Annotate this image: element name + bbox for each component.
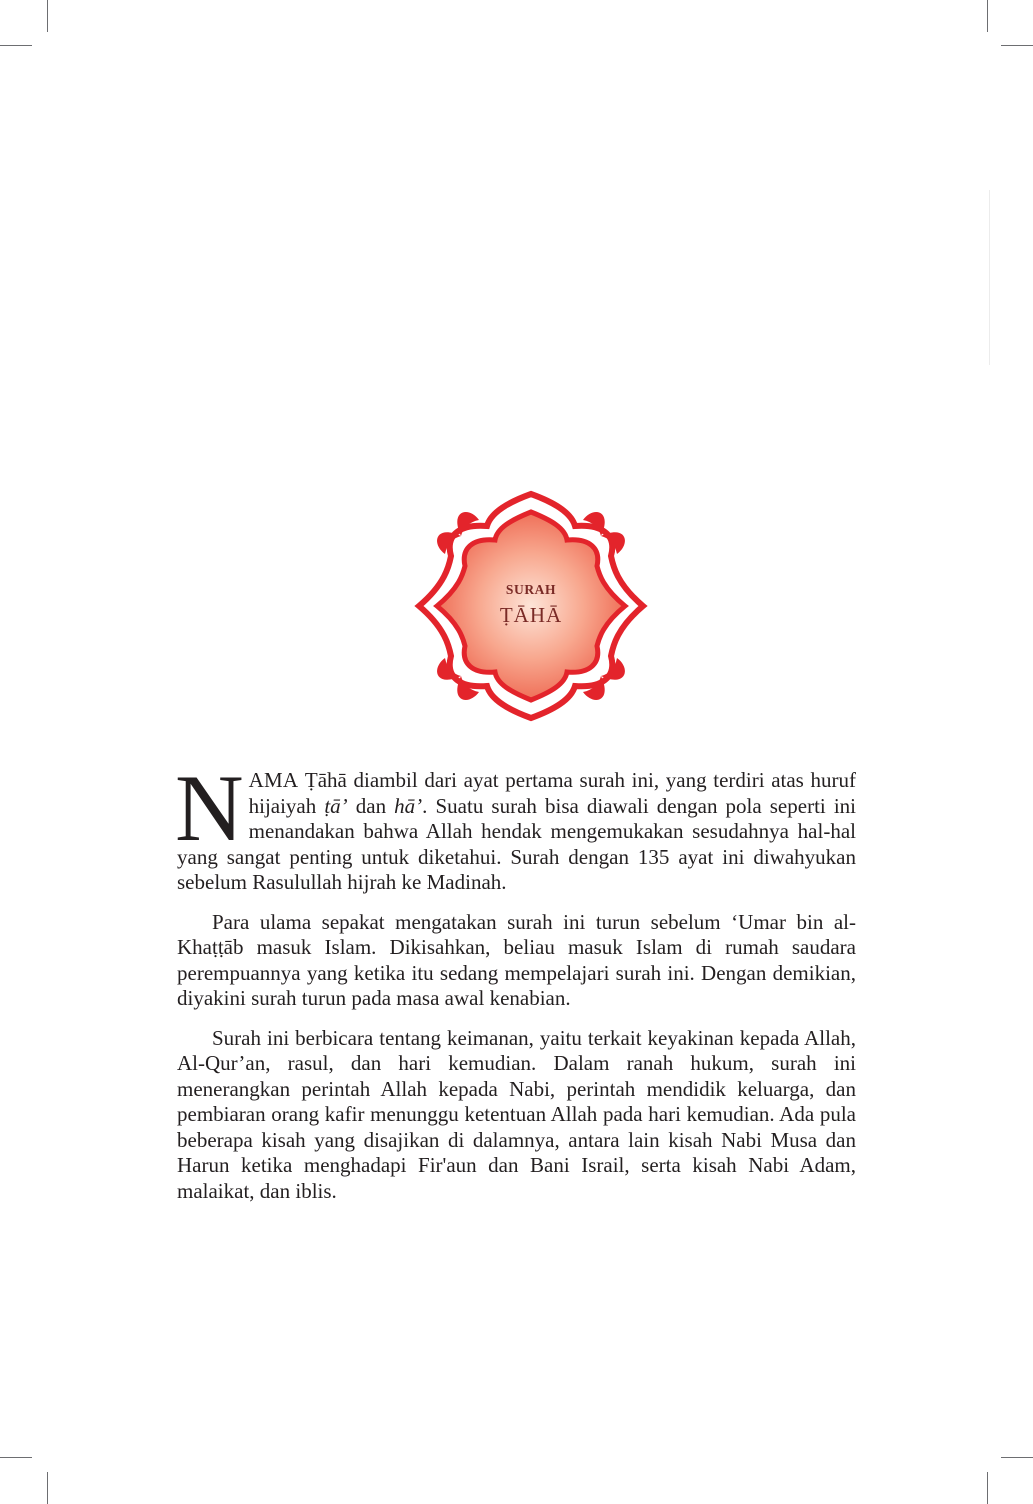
crop-mark-bottom-left-horizontal xyxy=(0,1457,32,1458)
crop-mark-top-right-horizontal xyxy=(1001,45,1033,46)
term-ta: ṭā’ xyxy=(324,793,348,818)
page-edge-line xyxy=(989,190,990,365)
crop-mark-bottom-right-horizontal xyxy=(1001,1457,1033,1458)
emblem-label: SURAH xyxy=(505,582,557,597)
crop-mark-top-left-vertical xyxy=(47,0,48,32)
surah-name: ṬĀHĀ xyxy=(499,603,563,627)
crop-mark-top-left-horizontal xyxy=(0,45,32,46)
paragraph-1-text-c: . Suatu surah bisa diawali dengan pola seperti ini menandakan bahwa Allah hendak mengemukakan sesudahnya hal-hal yang sangat penting untuk diketahui. Surah dengan 135 ayat ini diwahyukan sebelum Rasulullah hijrah ke Madinah. xyxy=(177,793,856,894)
crop-mark-bottom-right-vertical xyxy=(987,1472,988,1504)
paragraph-1 xyxy=(175,755,856,896)
term-ha: hā’ xyxy=(394,793,423,818)
paragraph-2: Para ulama sepakat mengatakan surah ini turun sebelum ‘Umar bin al-Khaṭṭāb masuk Islam. Dikisahkan, beliau masuk Islam di rumah saudara perempuannya yang ketika itu sedang mempelajari surah ini. Dengan demikian, diyakini surah turun pada masa awal kenabian. xyxy=(177,909,856,1010)
paragraph-3: Surah ini berbicara tentang keimanan, yaitu terkait keyakinan kepada Allah, Al-Qur’an, rasul, dan hari kemudian. Dalam ranah hukum, surah ini menerangkan perintah Allah kepada Nabi, perintah mendidik keluarga, dan pembiaran orang kafir menunggu ketentuan Allah pada hari kemudian. Ada pula beberapa kisah yang disajikan di dalamnya, antara lain kisah Nabi Musa dan Harun ketika menghadapi Fir'aun dan Bani Israil, serta kisah Nabi Adam, malaikat, dan iblis. xyxy=(177,1025,856,1203)
drop-cap: N xyxy=(175,755,244,861)
body-text xyxy=(175,755,856,1218)
crop-mark-top-right-vertical xyxy=(987,0,988,32)
paragraph-1-text-a: Ṭāhā diambil dari ayat pertama surah ini, yang terdiri atas huruf hijaiyah xyxy=(248,768,856,818)
emblem-text xyxy=(411,582,651,629)
lead-word: AMA xyxy=(248,768,299,792)
surah-emblem xyxy=(411,486,651,726)
paragraph-1-text-b: dan xyxy=(347,793,395,818)
crop-mark-bottom-left-vertical xyxy=(47,1472,48,1504)
